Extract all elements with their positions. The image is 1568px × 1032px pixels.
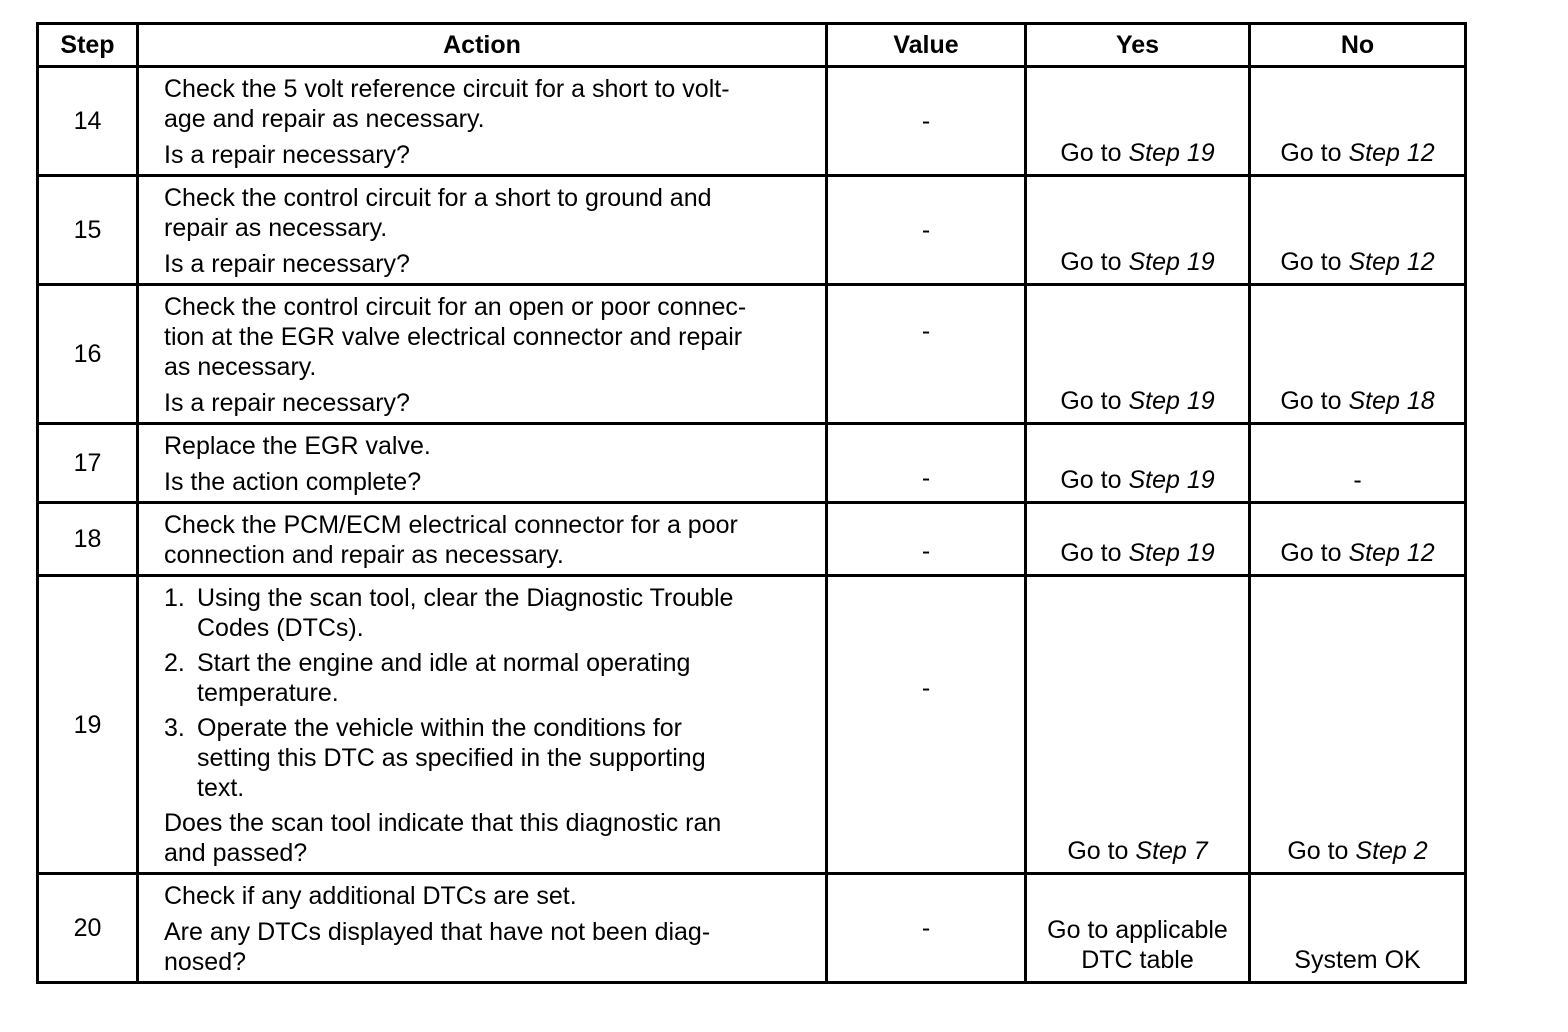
no-cell (1250, 576, 1466, 874)
table-row (38, 67, 1466, 176)
table-row (38, 874, 1466, 983)
no-cell: System OK (1250, 874, 1466, 983)
no-prefix: Go to (1280, 248, 1349, 276)
value-cell: - (827, 176, 1026, 285)
no-cell (1250, 67, 1466, 176)
table-row (38, 176, 1466, 285)
step-number: 19 (38, 576, 138, 874)
yes-step-link[interactable]: Step 19 (1128, 387, 1215, 415)
action-cell (138, 424, 827, 503)
table-row (38, 503, 1466, 576)
step-number: 14 (38, 67, 138, 176)
yes-step-link[interactable]: Step 7 (1135, 837, 1208, 865)
substep-line: Codes (DTCs). (197, 614, 364, 642)
yes-cell (1026, 285, 1250, 424)
action-line: connection and repair as necessary. (164, 541, 564, 569)
action-cell (138, 67, 827, 176)
yes-cell (1026, 176, 1250, 285)
action-line: repair as necessary. (164, 214, 388, 242)
yes-prefix: Go to (1060, 248, 1129, 276)
no-prefix: Go to (1287, 837, 1356, 865)
step-number: 18 (38, 503, 138, 576)
action-cell (138, 503, 827, 576)
table-header-row (38, 24, 1466, 67)
action-line: Check if any additional DTCs are set. (164, 882, 577, 910)
substep-line: setting this DTC as specified in the supporting (197, 744, 706, 772)
action-question: Is a repair necessary? (164, 389, 410, 417)
action-line: Replace the EGR valve. (164, 432, 431, 460)
yes-step-link[interactable]: Step 19 (1128, 248, 1215, 276)
substep-line: Operate the vehicle within the conditions for (197, 714, 682, 742)
value-cell: - (827, 874, 1026, 983)
header-value: Value (827, 24, 1026, 67)
yes-text-line: DTC table (1081, 946, 1194, 974)
yes-cell (1026, 874, 1250, 983)
table-row (38, 285, 1466, 424)
yes-prefix: Go to (1060, 466, 1129, 494)
diagnostic-table (36, 22, 1467, 984)
substep-line: Start the engine and idle at normal operating (197, 649, 691, 677)
yes-cell (1026, 424, 1250, 503)
header-no: No (1250, 24, 1466, 67)
action-question: nosed? (164, 948, 247, 976)
substep-number: 3. (164, 714, 185, 742)
action-line: as necessary. (164, 353, 317, 381)
action-line: Check the 5 volt reference circuit for a short to volt- (164, 75, 730, 103)
yes-cell (1026, 503, 1250, 576)
action-cell (138, 874, 827, 983)
step-number: 15 (38, 176, 138, 285)
no-cell: - (1250, 424, 1466, 503)
action-line: Check the PCM/ECM electrical connector for a poor (164, 511, 738, 539)
no-step-link[interactable]: Step 18 (1348, 387, 1435, 415)
action-line: age and repair as necessary. (164, 105, 485, 133)
no-step-link[interactable]: Step 12 (1348, 248, 1435, 276)
no-step-link[interactable]: Step 2 (1355, 837, 1428, 865)
action-question: Is a repair necessary? (164, 141, 410, 169)
action-question: Is the action complete? (164, 468, 422, 496)
action-cell (138, 285, 827, 424)
substep-item (164, 648, 817, 708)
step-number: 16 (38, 285, 138, 424)
value-cell: - (827, 67, 1026, 176)
table-row (38, 424, 1466, 503)
value-cell: - (827, 285, 1026, 424)
yes-text-line: Go to applicable (1047, 916, 1228, 944)
yes-step-link[interactable]: Step 19 (1128, 466, 1215, 494)
no-step-link[interactable]: Step 12 (1348, 539, 1435, 567)
header-yes: Yes (1026, 24, 1250, 67)
no-step-link[interactable]: Step 12 (1348, 139, 1435, 167)
header-step: Step (38, 24, 138, 67)
value-cell: - (827, 424, 1026, 503)
no-cell (1250, 503, 1466, 576)
substep-line: Using the scan tool, clear the Diagnostic Trouble (197, 584, 734, 612)
substep-line: text. (197, 774, 245, 802)
no-cell (1250, 285, 1466, 424)
substep-item (164, 583, 817, 643)
no-cell (1250, 176, 1466, 285)
step-number: 20 (38, 874, 138, 983)
action-cell (138, 576, 827, 874)
yes-prefix: Go to (1060, 139, 1129, 167)
action-line: tion at the EGR valve electrical connector and repair (164, 323, 743, 351)
substep-line: temperature. (197, 679, 339, 707)
yes-step-link[interactable]: Step 19 (1128, 539, 1215, 567)
action-line: Check the control circuit for a short to ground and (164, 184, 712, 212)
substep-number: 2. (164, 649, 185, 677)
action-question: and passed? (164, 839, 308, 867)
action-question: Does the scan tool indicate that this diagnostic ran (164, 809, 722, 837)
value-cell: - (827, 576, 1026, 874)
yes-cell (1026, 576, 1250, 874)
value-cell: - (827, 503, 1026, 576)
action-line: Check the control circuit for an open or poor connec- (164, 293, 747, 321)
yes-prefix: Go to (1060, 539, 1129, 567)
no-prefix: Go to (1280, 139, 1349, 167)
no-prefix: Go to (1280, 539, 1349, 567)
header-action: Action (138, 24, 827, 67)
substep-number: 1. (164, 584, 185, 612)
substep-list (164, 583, 817, 803)
substep-item (164, 713, 817, 803)
yes-prefix: Go to (1067, 837, 1136, 865)
step-number: 17 (38, 424, 138, 503)
yes-cell (1026, 67, 1250, 176)
no-prefix: Go to (1280, 387, 1349, 415)
action-cell (138, 176, 827, 285)
yes-step-link[interactable]: Step 19 (1128, 139, 1215, 167)
action-question: Is a repair necessary? (164, 250, 410, 278)
yes-prefix: Go to (1060, 387, 1129, 415)
action-question: Are any DTCs displayed that have not been diag- (164, 918, 711, 946)
table-row (38, 576, 1466, 874)
